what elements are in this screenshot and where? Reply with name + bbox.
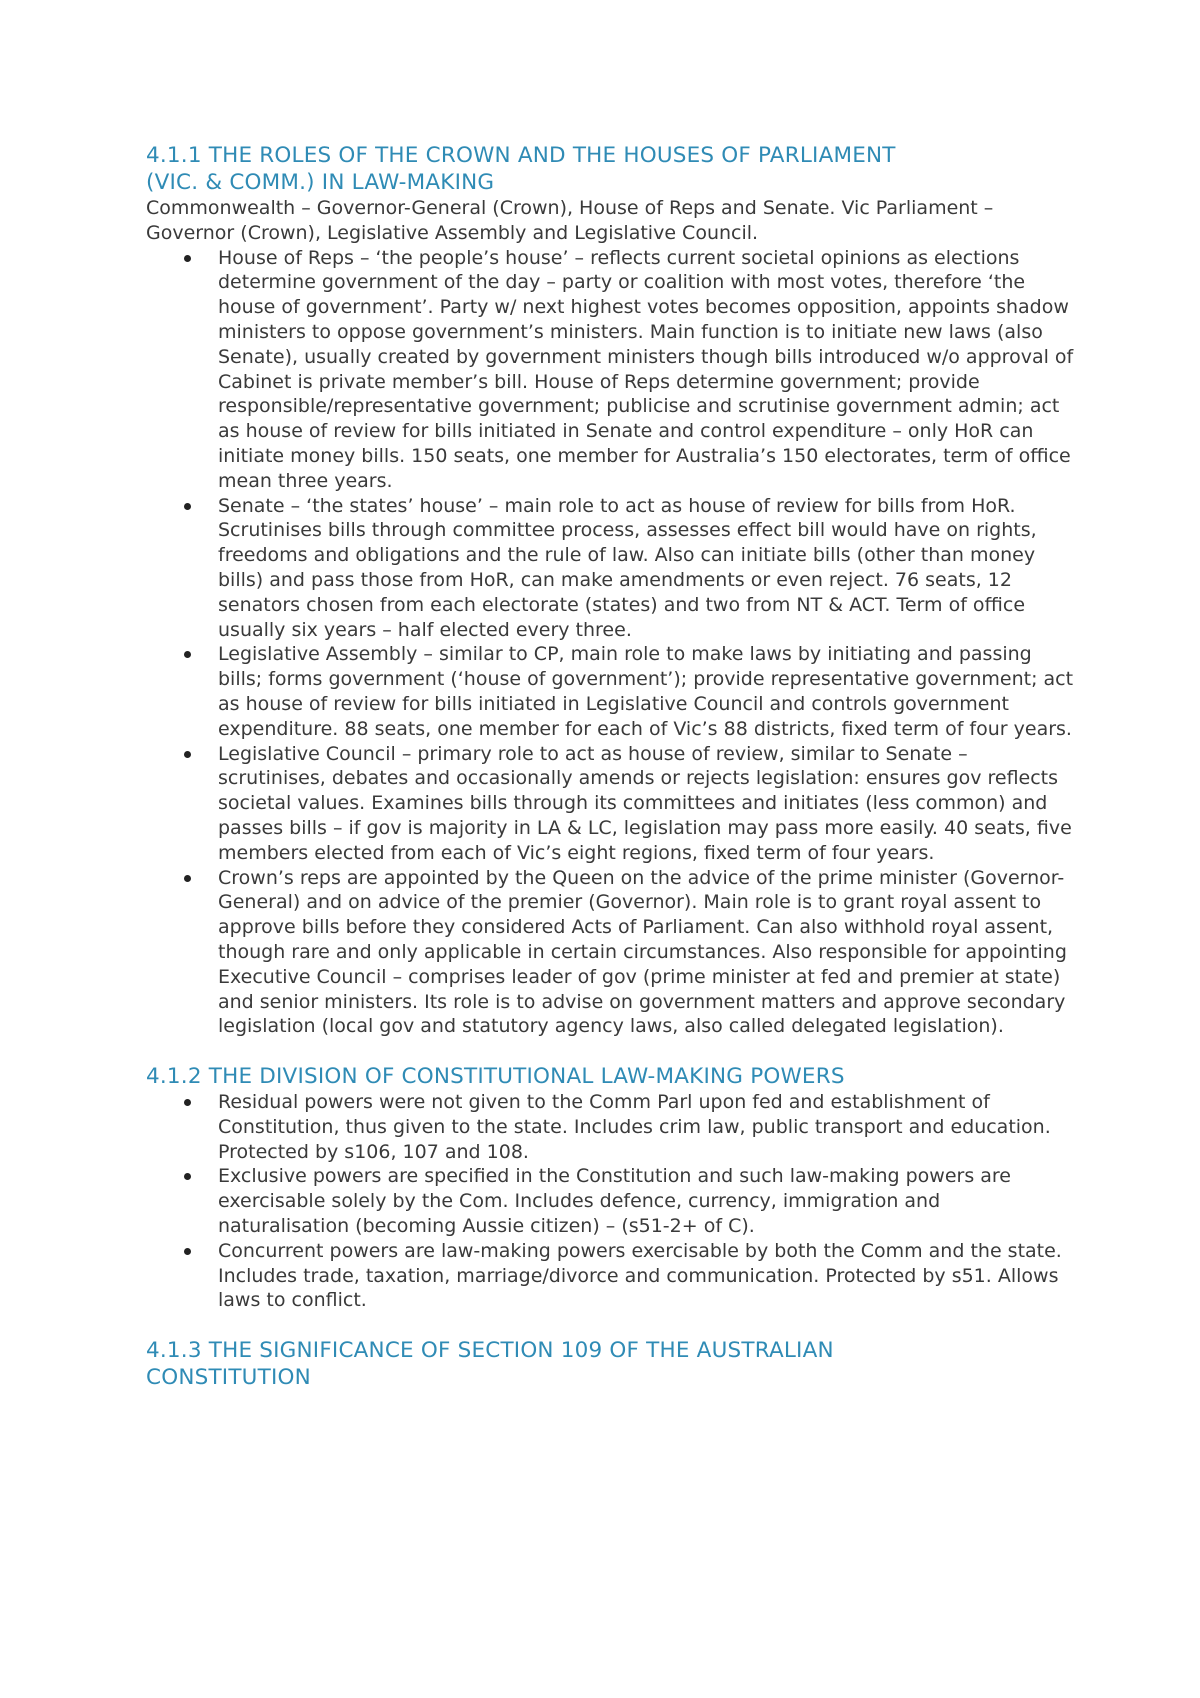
section-heading [146,1063,1076,1090]
list-item-text: House of Reps – ‘the people’s house’ – reflects current societal opinions as elections determine government of the day – party or coalition with most votes, therefore ‘the house of government’. Party w/ next highest votes becomes opposition, appoints shadow ministers to oppose government’s ministers. Main function is to initiate new laws (also Senate), usually created by government ministers though bills introduced w/o approval of Cabinet is private member’s bill. House of Reps determine government; provide responsible/representative government; publicise and scrutinise government admin; act as house of review for bills initiated in Senate and control expenditure – only HoR can initiate money bills. 150 seats, one member for Australia’s 150 electorates, term of office mean three years. [218,246,1074,492]
list-item-text: Legislative Council – primary role to act as house of review, similar to Senate – scrutinises, debates and occasionally amends or rejects legislation: ensures gov reflects societal values. Examines bills through its committees and initiates (less common) and passes bills – if gov is majority in LA & LC, legislation may pass more easily. 40 seats, five members elected from each of Vic’s eight regions, fixed term of four years. [218,742,1072,864]
list-item [146,246,1076,494]
list-item [146,642,1076,741]
list-item-text: Residual powers were not given to the Comm Parl upon fed and establishment of Constitution, thus given to the state. Includes crim law, public transport and education. Protected by s106, 107 and 108. [218,1091,1051,1163]
list-item-text: Exclusive powers are specified in the Constitution and such law-making powers are exercisable solely by the Com. Includes defence, currency, immigration and naturalisation (becoming Aussie citizen) – (s51-2+ of C). [218,1165,1011,1238]
list-item [146,1164,1076,1238]
list-item [146,1090,1076,1164]
bullet-icon [184,255,191,262]
list-item [146,494,1076,643]
heading-line: (VIC. & COMM.) IN LAW-MAKING [146,170,495,195]
bullet-icon [184,875,191,882]
list-item-text: Concurrent powers are law-making powers exercisable by both the Comm and the state. Includes trade, taxation, marriage/divorce and communication. Protected by s51. Allows laws to conflict. [218,1239,1062,1312]
bullet-list [146,1090,1076,1313]
section-heading [146,142,1076,196]
bullet-list [146,246,1076,1040]
list-item [146,1239,1076,1313]
list-item [146,866,1076,1040]
list-item [146,742,1076,866]
list-item-text: Senate – ‘the states’ house’ – main role to act as house of review for bills from HoR. Scrutinises bills through committee process, assesses effect bill would have on rights, freedoms and obligations and the rule of law. Also can initiate bills (other than money bills) and pass those from HoR, can make amendments or even reject. 76 seats, 12 senators chosen from each electorate (states) and two from NT & ACT. Term of office usually six years – half elected every three. [218,494,1037,641]
heading-line: 4.1.2 THE DIVISION OF CONSTITUTIONAL LAW-MAKING POWERS [146,1064,845,1090]
bullet-icon [184,751,191,758]
section-heading [146,1337,1076,1391]
list-item-text: Crown’s reps are appointed by the Queen on the advice of the prime minister (Governor-General) and on advice of the premier (Governor). Main role is to grant royal assent to approve bills before they considered Acts of Parliament. Can also withhold royal assent, though rare and only applicable in certain circumstances. Also responsible for appointing Executive Council – comprises leader of gov (prime minister at fed and premier at state) and senior ministers. Its role is to advise on government matters and approve secondary legislation (local gov and statutory agency laws, also called delegated legislation). [218,866,1067,1038]
bullet-icon [184,1248,191,1255]
section-4-1-3 [146,1337,1076,1391]
heading-line: 4.1.1 THE ROLES OF THE CROWN AND THE HOUSES OF PARLIAMENT [146,143,896,168]
list-item-text: Legislative Assembly – similar to CP, main role to make laws by initiating and passing bills; forms government (‘house of government’); provide representative government; act as house of review for bills initiated in Legislative Council and controls government expenditure. 88 seats, one member for each of Vic’s 88 districts, fixed term of four years. [218,643,1074,740]
section-intro: Commonwealth – Governor-General (Crown), House of Reps and Senate. Vic Parliament – Governor (Crown), Legislative Assembly and Legislative Council. [146,197,994,244]
bullet-icon [184,1099,191,1106]
bullet-icon [184,651,191,658]
heading-line: CONSTITUTION [146,1365,311,1391]
heading-line: 4.1.3 THE SIGNIFICANCE OF SECTION 109 OF THE AUSTRALIAN [146,1338,834,1364]
section-4-1-1 [146,142,1076,1039]
bullet-icon [184,503,191,510]
bullet-icon [184,1173,191,1180]
section-4-1-2 [146,1063,1076,1313]
document-page [146,142,1076,1391]
